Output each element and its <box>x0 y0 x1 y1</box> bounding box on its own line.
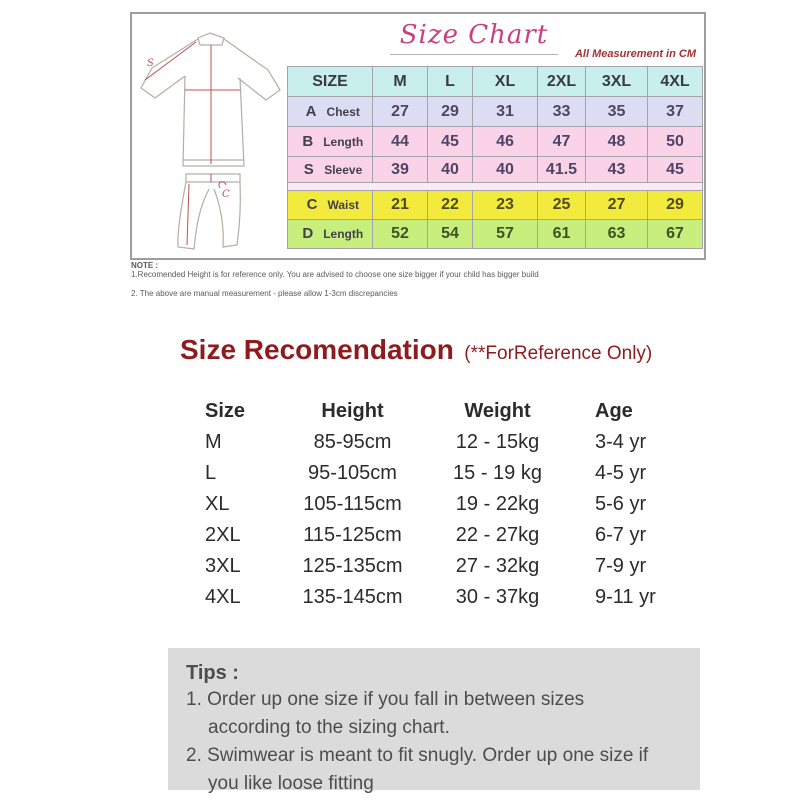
recom-col-height: Height <box>321 400 384 422</box>
jacket-right-sleeve <box>224 39 280 100</box>
unit-note: All Measurement in CM <box>574 48 696 60</box>
col-size: SIZE <box>288 67 373 97</box>
sleeve-label: S <box>147 58 154 69</box>
cell-value: 50 <box>648 127 703 157</box>
cell-value: 33 <box>538 97 586 127</box>
recom-height: 85-95cm <box>313 431 392 453</box>
recom-size: 4XL <box>205 586 241 608</box>
cell-value: 39 <box>373 157 428 183</box>
row-label: Waist <box>327 198 359 212</box>
jacket-collar <box>198 33 224 45</box>
row-label: Chest <box>326 104 360 119</box>
table-row-pants-length <box>288 220 703 249</box>
recom-size: XL <box>205 493 230 515</box>
size-table <box>287 66 703 249</box>
table-row-chest <box>288 97 703 127</box>
recom-age: 4-5 yr <box>595 462 647 484</box>
tip-line-2: according to the sizing chart. <box>208 717 450 738</box>
cell-value: 43 <box>586 157 648 183</box>
recom-height: 105-115cm <box>303 493 402 515</box>
cell-value: 63 <box>586 220 648 249</box>
col-xl: XL <box>473 67 538 97</box>
recommendation-table <box>205 396 690 613</box>
cell-value: 61 <box>538 220 586 249</box>
cell-value: 21 <box>373 191 428 220</box>
row-code: A <box>305 102 317 120</box>
tip-line-1: 1. Order up one size if you fall in between sizes <box>186 689 585 710</box>
tips-title: Tips : <box>186 662 239 684</box>
cell-value: 27 <box>586 191 648 220</box>
size-chart-box <box>130 12 706 260</box>
recom-age: 6-7 yr <box>595 524 647 546</box>
table-row-length <box>288 127 703 157</box>
cell-value: 47 <box>538 127 586 157</box>
tips-box <box>168 648 700 794</box>
table-spacer-row <box>288 183 703 191</box>
row-label: Sleeve <box>324 162 363 177</box>
table-row-sleeve <box>288 157 703 183</box>
size-table-header-row <box>288 67 703 97</box>
cell-value: 52 <box>373 220 428 249</box>
recom-age: 9-11 yr <box>595 586 656 608</box>
row-label: Length <box>323 227 364 241</box>
cell-value: 54 <box>428 220 473 249</box>
waist-label: C <box>222 189 230 200</box>
cell-value: 35 <box>586 97 648 127</box>
recom-size: 2XL <box>205 524 241 546</box>
cell-value: 45 <box>428 127 473 157</box>
row-code: D <box>302 225 314 242</box>
recommendation-title: Size Recomendation <box>180 334 454 365</box>
recom-weight: 30 - 37kg <box>455 586 540 608</box>
note-line-1: 1.Recomended Height is for reference only. You are advised to choose one size bigger if your child has bigger build <box>131 270 539 279</box>
recom-height: 125-135cm <box>302 555 403 577</box>
cell-value: 23 <box>473 191 538 220</box>
recom-size: 3XL <box>205 555 241 577</box>
cell-value: 67 <box>648 220 703 249</box>
title-underline <box>390 54 558 55</box>
cell-value: 48 <box>586 127 648 157</box>
recom-col-weight: Weight <box>464 400 531 422</box>
cell-value: 22 <box>428 191 473 220</box>
recom-weight: 15 - 19 kg <box>453 462 542 484</box>
row-code: S <box>303 160 314 178</box>
cell-value: 41.5 <box>538 157 586 183</box>
cell-value: 27 <box>373 97 428 127</box>
recom-weight: 27 - 32kg <box>455 555 540 577</box>
recom-col-size: Size <box>205 400 246 422</box>
recom-weight: 22 - 27kg <box>455 524 540 546</box>
note-title: NOTE : <box>131 261 159 270</box>
pants-waistband <box>186 174 240 182</box>
row-code: C <box>306 196 318 213</box>
recom-age: 7-9 yr <box>595 555 647 577</box>
row-label: Length <box>323 134 364 149</box>
recom-height: 135-145cm <box>302 586 403 608</box>
recom-weight: 12 - 15kg <box>455 431 540 453</box>
cell-value: 40 <box>428 157 473 183</box>
col-m: M <box>373 67 428 97</box>
cell-value: 31 <box>473 97 538 127</box>
size-chart-title: Size Chart <box>399 20 549 50</box>
table-row-waist <box>288 191 703 220</box>
col-4xl: 4XL <box>648 67 703 97</box>
cell-value: 46 <box>473 127 538 157</box>
clothing-diagram <box>134 16 286 254</box>
recom-col-age: Age <box>595 400 633 422</box>
note-block <box>131 261 651 299</box>
col-2xl: 2XL <box>538 67 586 97</box>
row-code: B <box>302 132 314 150</box>
recom-age: 3-4 yr <box>595 431 647 453</box>
recom-age: 5-6 yr <box>595 493 647 515</box>
tip-line-3: 2. Swimwear is meant to fit snugly. Order up one size if <box>186 745 649 766</box>
tip-line-4: you like loose fitting <box>208 773 374 794</box>
cell-value: 29 <box>648 191 703 220</box>
note-line-2: 2. The above are manual measurement - please allow 1-3cm discrepancies <box>131 289 398 298</box>
recom-height: 95-105cm <box>308 462 397 484</box>
pants-left-leg <box>178 182 209 249</box>
col-3xl: 3XL <box>586 67 648 97</box>
recom-height: 115-125cm <box>303 524 402 546</box>
pants-length-line <box>187 184 189 245</box>
waist-mark <box>219 182 226 188</box>
cell-value: 37 <box>648 97 703 127</box>
cell-value: 25 <box>538 191 586 220</box>
recom-weight: 19 - 22kg <box>455 493 540 515</box>
col-l: L <box>428 67 473 97</box>
recommendation-heading <box>180 334 652 366</box>
recom-size: L <box>205 462 217 484</box>
cell-value: 29 <box>428 97 473 127</box>
recommendation-title-suffix: (**ForReference Only) <box>464 343 653 364</box>
recom-size: M <box>205 431 222 453</box>
cell-value: 45 <box>648 157 703 183</box>
cell-value: 57 <box>473 220 538 249</box>
cell-value: 44 <box>373 127 428 157</box>
cell-value: 40 <box>473 157 538 183</box>
